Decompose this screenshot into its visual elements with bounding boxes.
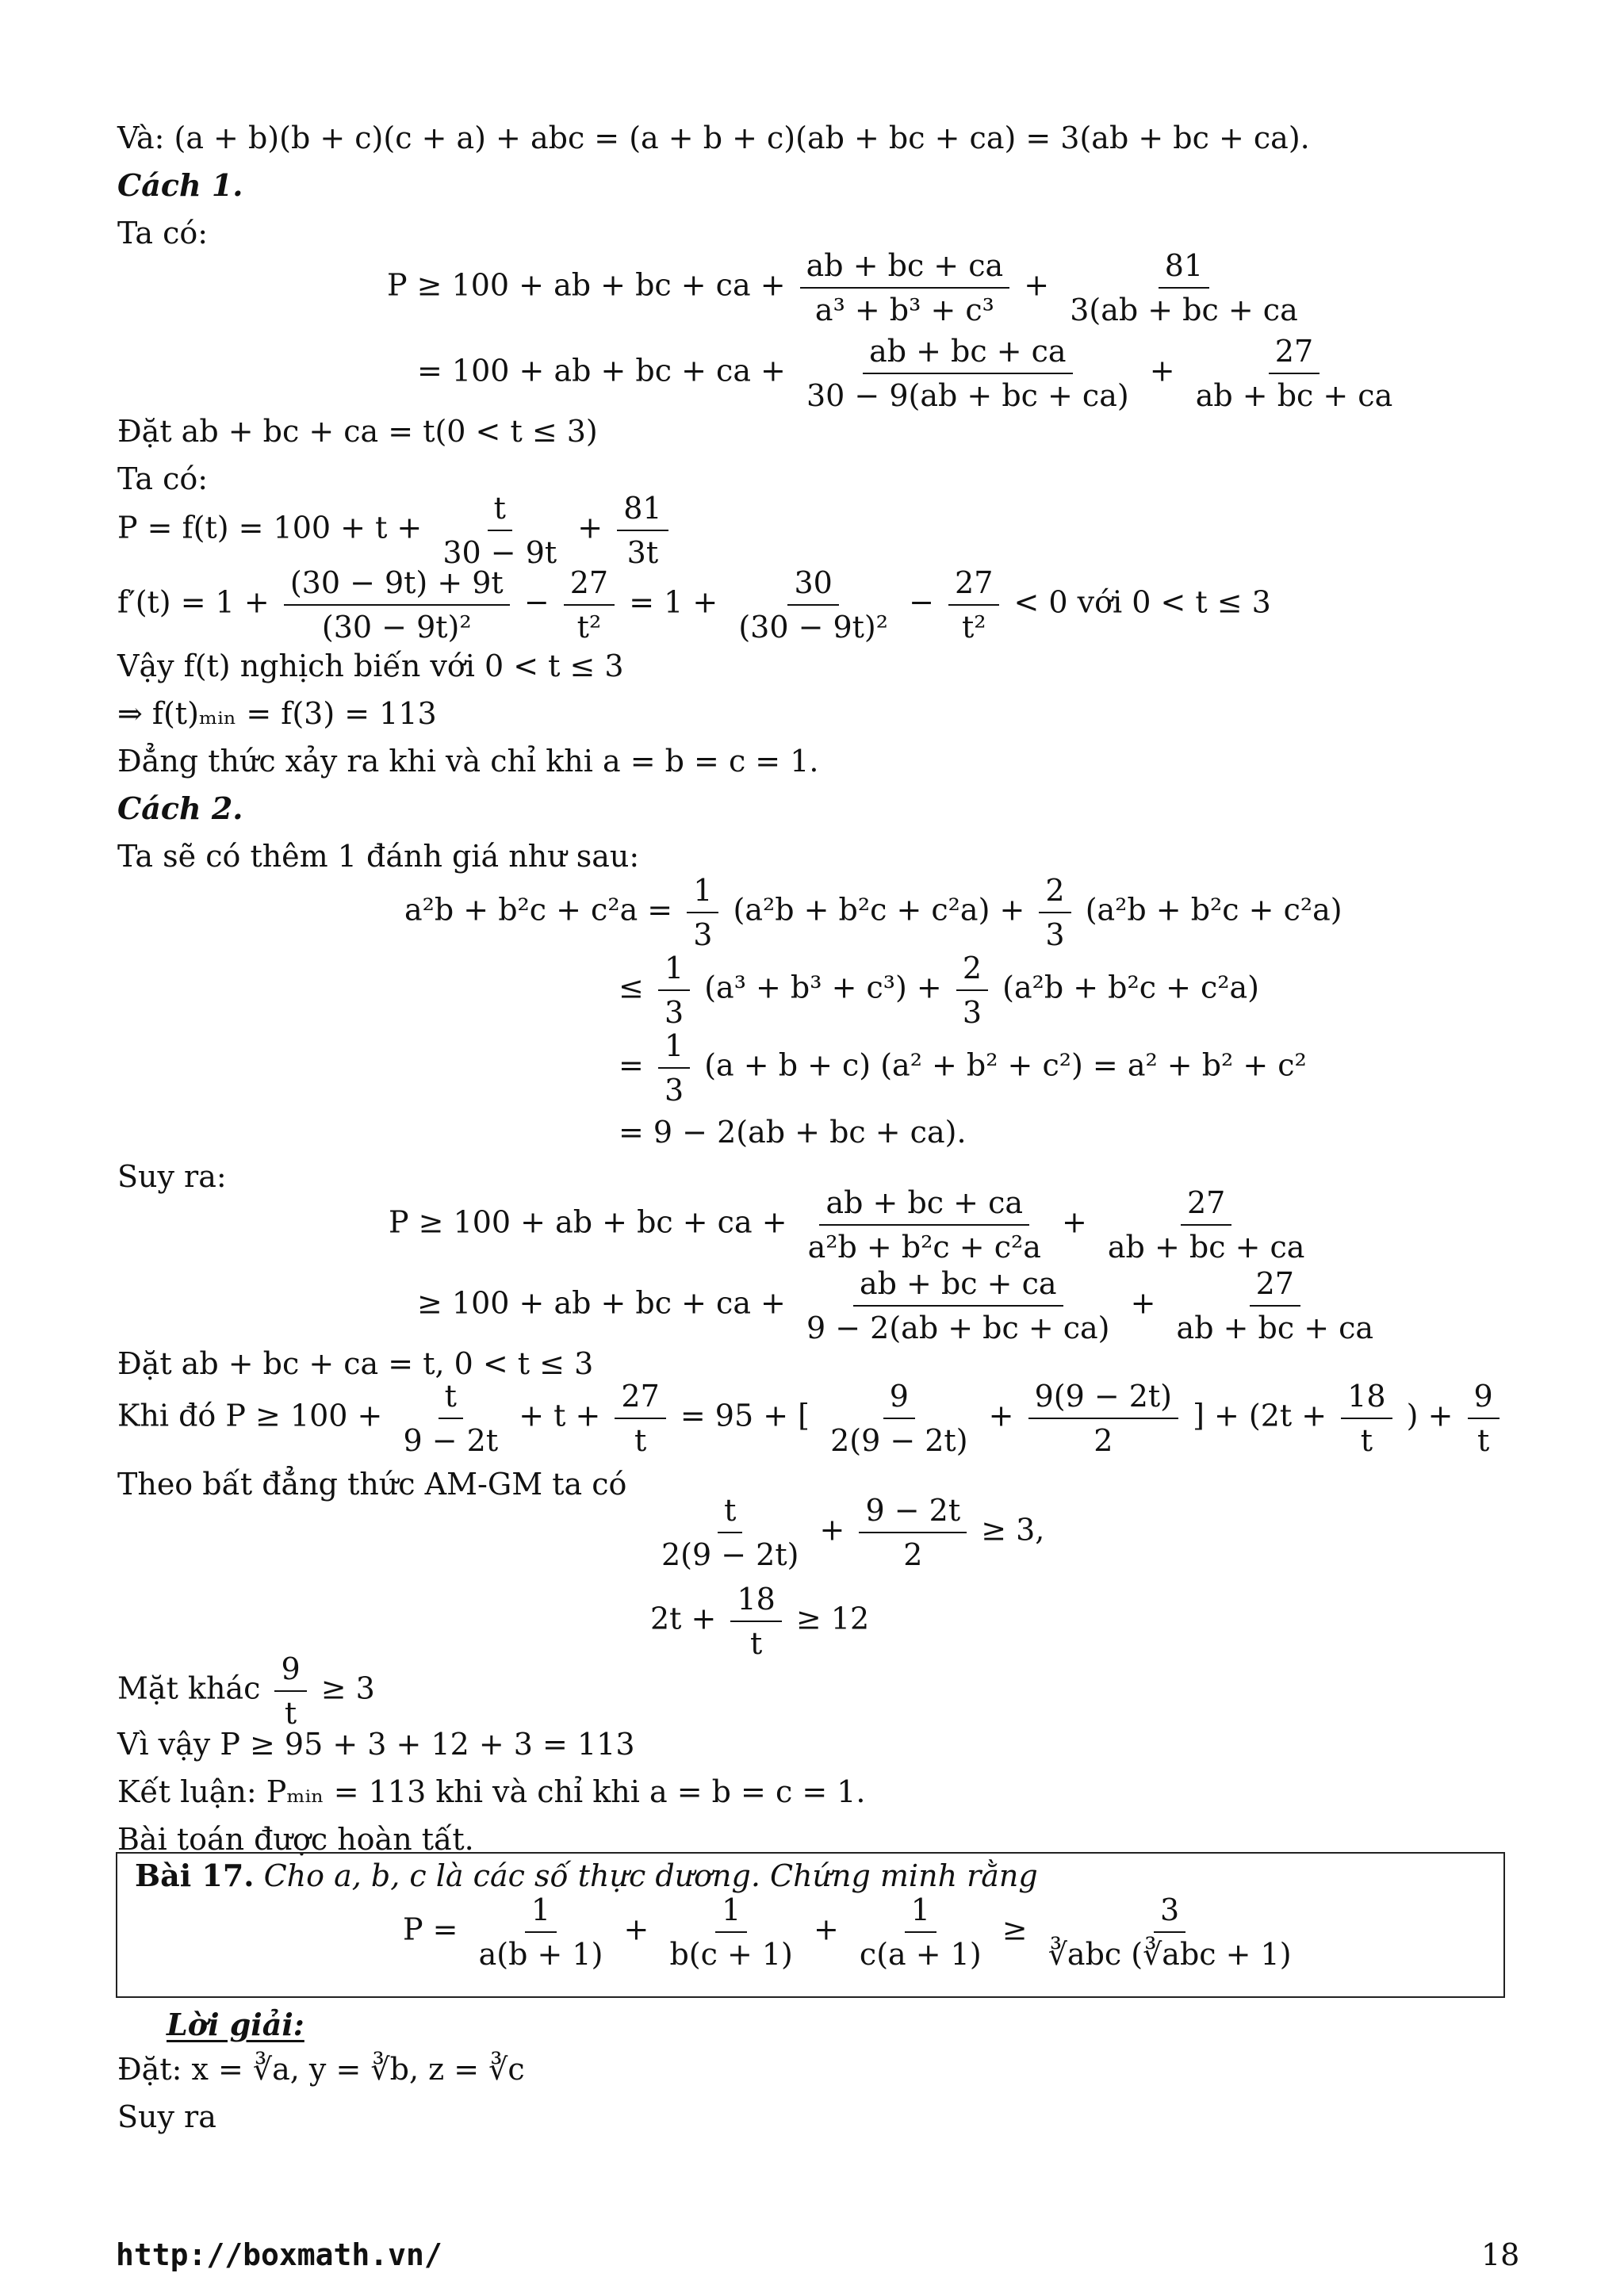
inequality-step-1: a²b + b²c + c²a = $\frac{1}{3}$ (a²b + b²c + c²a) + $\frac{2}{3}$ (a²b + b²c + c²a) xyxy=(404,871,1342,955)
transformed-expression: Khi đó P ≥ 100 + $\frac{t}{9 - 2t}$ + t + $\frac{27}{t}$ = 95 + [ $\frac{9}{2(9 - 2t)}$ + $\frac{9(9 - 2t)}{2}$ ] + (2t + $\frac{18}{t}$ ) + $\frac{9}{t}$ xyxy=(117,1376,1504,1460)
equality-line: Đẳng thức xảy ra khi và chỉ khi a = b = c = 1. xyxy=(117,744,819,779)
equation-1a: P ≥ 100 + ab + bc + ca + $\frac{ab + bc + ca}{\text{a³ + b³ + c³}}$ + $\frac{81}{3(ab + bc + ca}$ xyxy=(387,246,1309,330)
min-line: ⇒ f(t)ₘᵢₙ = f(3) = 113 xyxy=(117,696,437,731)
inequality-step-4: = 9 − 2(ab + bc + ca). xyxy=(619,1115,967,1150)
conclusion-line: Kết luận: Pₘᵢₙ = 113 khi và chỉ khi a = b = c = 1. xyxy=(117,1774,866,1809)
text-line: Theo bất đẳng thức AM-GM ta có xyxy=(117,1467,627,1502)
text-line: Ta có: xyxy=(117,461,209,496)
text-line: Vậy f(t) nghịch biến với 0 < t ≤ 3 xyxy=(117,649,624,683)
footer-url-link[interactable]: http://boxmath.vn/ xyxy=(116,2237,442,2272)
equation-2a: P ≥ 100 + ab + bc + ca + $\frac{ab + bc + ca}{\text{a²b + b²c + c²a}}$ + $\frac{27}{ab + bc + ca}$ xyxy=(389,1183,1316,1267)
substitution-line: Đặt: x = ∛a, y = ∛b, z = ∛c xyxy=(117,2052,525,2087)
solution-heading: Lời giải: xyxy=(167,2007,304,2042)
problem-17-inequality: P = $\frac{1}{a(b + 1)}$ + $\frac{1}{b(c + 1)}$ + $\frac{1}{c(a + 1)}$ ≥ $\frac{3}{\text{∛abc (∛abc + 1)}}$ xyxy=(403,1890,1303,1974)
method-2-heading: Cách 2. xyxy=(117,790,243,826)
identity-line: Và: (a + b)(b + c)(c + a) + abc = (a + b + c)(ab + bc + ca) = 3(ab + bc + ca). xyxy=(117,121,1310,155)
inequality-step-3: = $\frac{1}{3}$ (a + b + c) (a² + b² + c²) = a² + b² + c² xyxy=(619,1026,1307,1110)
text-line: Ta sẽ có thêm 1 đánh giá như sau: xyxy=(117,839,640,874)
inequality-step-2: ≤ $\frac{1}{3}$ (a³ + b³ + c³) + $\frac{2}{3}$ (a²b + b²c + c²a) xyxy=(619,948,1259,1032)
text-line: Suy ra xyxy=(117,2099,216,2134)
am-gm-2: 2t + $\frac{18}{t}$ ≥ 12 xyxy=(650,1579,869,1663)
substitution-line: Đặt ab + bc + ca = t, 0 < t ≤ 3 xyxy=(117,1346,594,1381)
equation-2b: ≥ 100 + ab + bc + ca + $\frac{ab + bc + ca}{9 - 2(ab + bc + ca)}$ + $\frac{27}{ab + bc + ca}$ xyxy=(417,1264,1385,1348)
text-line: Bài toán được hoàn tất. xyxy=(117,1822,474,1857)
other-bound: Mặt khác $\frac{9}{t}$ ≥ 3 xyxy=(117,1649,375,1733)
equation-1b: = 100 + ab + bc + ca + $\frac{ab + bc + ca}{30 - 9(ab + bc + ca)}$ + $\frac{27}{ab + bc + ca}$ xyxy=(417,331,1404,415)
method-1-heading: Cách 1. xyxy=(117,167,243,203)
text-line: Ta có: xyxy=(117,216,209,251)
am-gm-1: $\frac{t}{2(9 - 2t)}$ + $\frac{9 - 2t}{2}$ ≥ 3, xyxy=(650,1490,1044,1575)
substitution-line: Đặt ab + bc + ca = t(0 < t ≤ 3) xyxy=(117,414,598,449)
derivative-line: f′(t) = 1 + $\frac{(30 - 9t) + 9t}{\text{(30 − 9t)²}}$ − $\frac{27}{\text{t²}}$ = 1 + $\frac{30}{\text{(30 − 9t)²}}$ − $\frac{27}{\text{t²}}$ < 0 với 0 < t ≤ 3 xyxy=(117,563,1271,647)
text-line: Suy ra: xyxy=(117,1159,227,1194)
page-number: 18 xyxy=(1481,2237,1520,2272)
text-line: Vì vậy P ≥ 95 + 3 + 12 + 3 = 113 xyxy=(117,1727,635,1762)
problem-17-box xyxy=(116,1852,1505,1998)
problem-17-statement: Bài 17. Cho a, b, c là các số thực dương. Chứng minh rằng xyxy=(135,1858,1038,1893)
function-definition: P = f(t) = 100 + t + $\frac{t}{30 - 9t}$ + $\frac{81}{3t}$ xyxy=(117,488,673,572)
